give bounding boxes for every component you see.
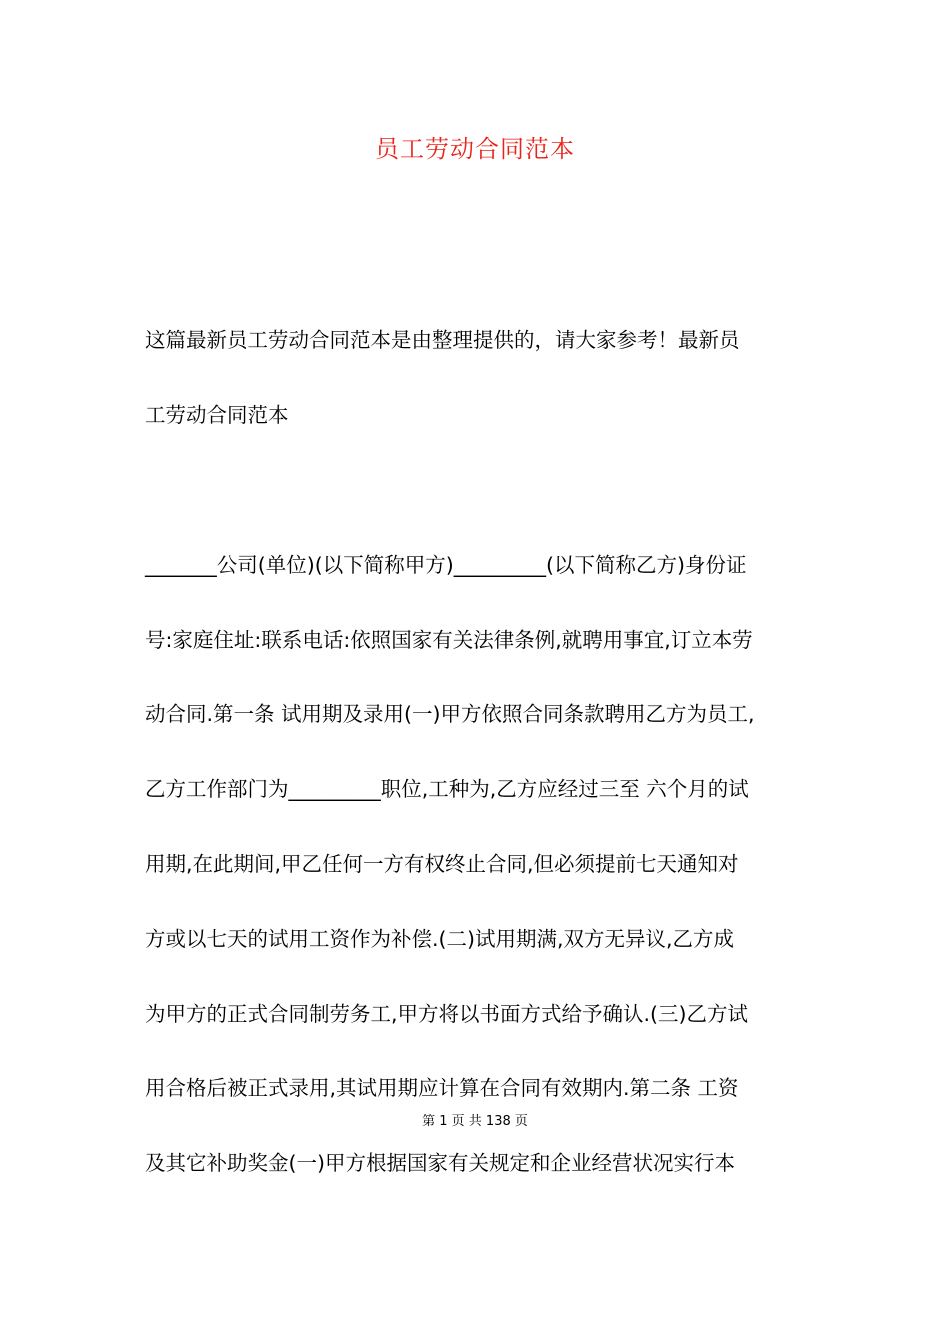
body-line-4: 乙方工作部门为_________职位,工种为,乙方应经过三至 六个月的试 bbox=[145, 777, 749, 801]
body-line-6: 方或以七天的试用工资作为补偿.(二)试用期满,双方无异议,乙方成 bbox=[145, 927, 735, 951]
intro-line-1: 这篇最新员工劳动合同范本是由整理提供的，请大家参考！最新员 bbox=[145, 328, 740, 352]
body-line-3: 动合同.第一条 试用期及录用(一)甲方依照合同条款聘用乙方为员工, bbox=[145, 702, 755, 726]
body-line-2: 号:家庭住址:联系电话:依照国家有关法律条例,就聘用事宜,订立本劳 bbox=[145, 628, 753, 652]
body-line-5: 用期,在此期间,甲乙任何一方有权终止合同,但必须提前七天通知对 bbox=[145, 852, 739, 876]
body-line-9: 及其它补助奖金(一)甲方根据国家有关规定和企业经营状况实行本 bbox=[145, 1151, 735, 1175]
page-number-footer: 第 1 页 共 138 页 bbox=[422, 1114, 528, 1129]
body-line-1: _______公司(单位)(以下简称甲方)_________(以下简称乙方)身份证 bbox=[145, 553, 747, 577]
intro-line-2: 工劳动合同范本 bbox=[145, 403, 289, 427]
body-line-8: 用合格后被正式录用,其试用期应计算在合同有效期内.第二条 工资 bbox=[145, 1076, 739, 1100]
document-title: 员工劳动合同范本 bbox=[375, 135, 575, 163]
body-line-7: 为甲方的正式合同制劳务工,甲方将以书面方式给予确认.(三)乙方试 bbox=[145, 1002, 749, 1026]
